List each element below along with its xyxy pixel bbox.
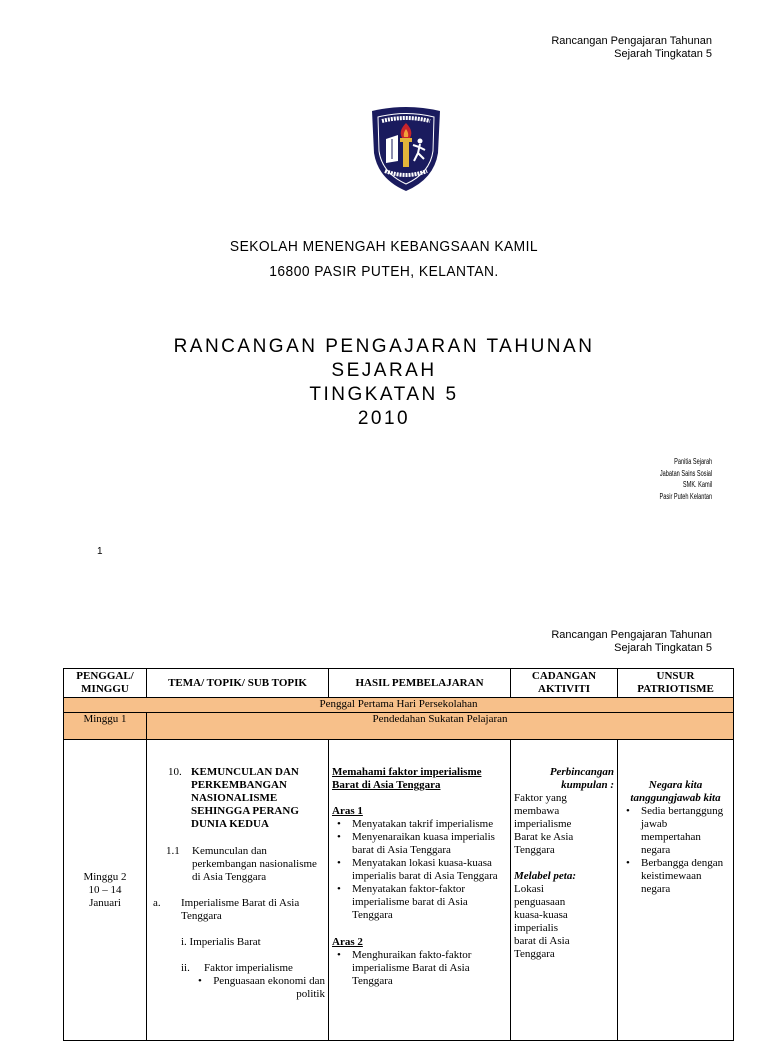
panitia-line3: SMK. Kamil	[682, 480, 712, 489]
topic-cell	[147, 740, 329, 1041]
hasil-heading: Memahami faktor imperialisme Barat di Asia Tenggara	[332, 766, 482, 791]
aktiviti-cell	[511, 740, 618, 1041]
school-crest-logo	[368, 105, 444, 193]
panitia-line1: Panitia Sejarah	[674, 457, 712, 466]
header-patriotisme: UNSUR PATRIOTISME	[618, 669, 734, 698]
page-number: 1	[97, 546, 103, 557]
subtopic-a	[150, 897, 325, 923]
item-ii-text: Faktor imperialisme	[204, 962, 293, 974]
topic-number: 10.	[168, 766, 182, 778]
item-ii-bullet-text: Penguasaan ekonomi dan politik	[213, 975, 325, 1000]
week1-row	[64, 713, 734, 740]
subtopic-a-label: a.	[153, 897, 161, 909]
topic-title: KEMUNCULAN DAN PERKEMBANGAN NASIONALISME SEHINGGA PERANG DUNIA KEDUA	[191, 766, 299, 830]
week2-cell	[64, 740, 147, 1041]
aras2-label: Aras 2	[332, 936, 363, 948]
week2-line3: Januari	[89, 896, 121, 909]
document-header	[551, 35, 712, 61]
item-ii-label: ii.	[181, 962, 190, 974]
title-line3: TINGKATAN 5	[309, 384, 459, 405]
header-line2: Sejarah Tingkatan 5	[614, 48, 712, 60]
aras1-label: Aras 1	[332, 805, 363, 817]
aktiviti-a-text: Faktor yang membawa imperialisme Barat ke Asia Tenggara	[514, 792, 574, 856]
subtopic-a-text: Imperialisme Barat di Asia Tenggara	[181, 897, 300, 922]
aras2-list	[332, 949, 507, 988]
week2-line1: Minggu 2	[83, 870, 127, 883]
week1-label: Minggu 1	[64, 713, 147, 740]
aktiviti-b-text: Lokasi penguasaan kuasa-kuasa imperialis barat di Asia Tenggara	[514, 883, 570, 960]
aras1-list	[332, 818, 507, 922]
week2-line2: 10 – 14	[88, 883, 122, 896]
title-line4: 2010	[357, 408, 411, 429]
bullet-icon: •	[198, 975, 202, 987]
header-line1: Rancangan Pengajaran Tahunan	[551, 629, 712, 641]
header-penggal: PENGGAL/ MINGGU	[64, 669, 147, 698]
table-row	[64, 740, 734, 1041]
list-item: • Sedia bertanggung jawab mempertahan negara	[641, 805, 727, 857]
term-band-row	[64, 698, 734, 713]
list-item: • Menyatakan faktor-faktor imperialisme barat di Asia Tenggara	[352, 883, 507, 922]
header-hasil: HASIL PEMBELAJARAN	[329, 669, 511, 698]
list-item: • Menyenaraikan kuasa imperialis barat di Asia Tenggara	[352, 831, 507, 857]
header-tema: TEMA/ TOPIK/ SUB TOPIK	[147, 669, 329, 698]
subtopic-title: Kemunculan dan perkembangan nasionalisme di Asia Tenggara	[192, 845, 317, 883]
crest-icon	[368, 105, 444, 193]
panitia-line2: Jabatan Sains Sosial	[659, 468, 712, 478]
panitia-block	[659, 456, 712, 502]
list-item: • Menghuraikan fakto-faktor imperialisme Barat di Asia Tenggara	[352, 949, 507, 988]
term-band: Penggal Pertama Hari Persekolahan	[64, 698, 734, 713]
list-item: • Berbangga dengan keistimewaan negara	[641, 857, 727, 896]
title-line1: RANCANGAN PENGAJARAN TAHUNAN	[173, 336, 595, 357]
document-header-page2	[551, 629, 712, 655]
header-line2: Sejarah Tingkatan 5	[614, 642, 712, 654]
item-i: i. Imperialis Barat	[181, 936, 261, 948]
list-item: • Menyatakan lokasi kuasa-kuasa imperialis barat di Asia Tenggara	[352, 857, 507, 883]
school-address: 16800 PASIR PUTEH, KELANTAN.	[269, 263, 499, 280]
header-line1: Rancangan Pengajaran Tahunan	[551, 35, 712, 47]
topic-heading	[150, 766, 325, 831]
panitia-line4: Pasir Puteh Kelantan	[659, 491, 712, 501]
hasil-cell	[329, 740, 511, 1041]
table-header-row	[64, 669, 734, 698]
list-item: • Menyatakan takrif imperialisme	[352, 818, 507, 831]
title-line2: SEJARAH	[331, 360, 437, 381]
patriotisme-cell	[618, 740, 734, 1041]
patriotisme-heading: Negara kita tanggungjawab kita	[630, 779, 721, 804]
subtopic	[150, 845, 325, 884]
item-ii	[150, 962, 325, 975]
subtopic-number: 1.1	[166, 845, 180, 857]
aktiviti-a-title: Perbincangan kumpulan :	[549, 766, 614, 791]
school-name: SEKOLAH MENENGAH KEBANGSAAN KAMIL	[229, 238, 539, 255]
teaching-plan-table	[63, 668, 734, 1041]
item-ii-bullet	[150, 975, 325, 1001]
aktiviti-b-title: Melabel peta:	[514, 870, 577, 882]
week1-activity: Pendedahan Sukatan Pelajaran	[147, 713, 734, 740]
header-aktiviti: CADANGAN AKTIVITI	[511, 669, 618, 698]
document-title	[0, 335, 768, 431]
patriotisme-list	[621, 805, 727, 896]
